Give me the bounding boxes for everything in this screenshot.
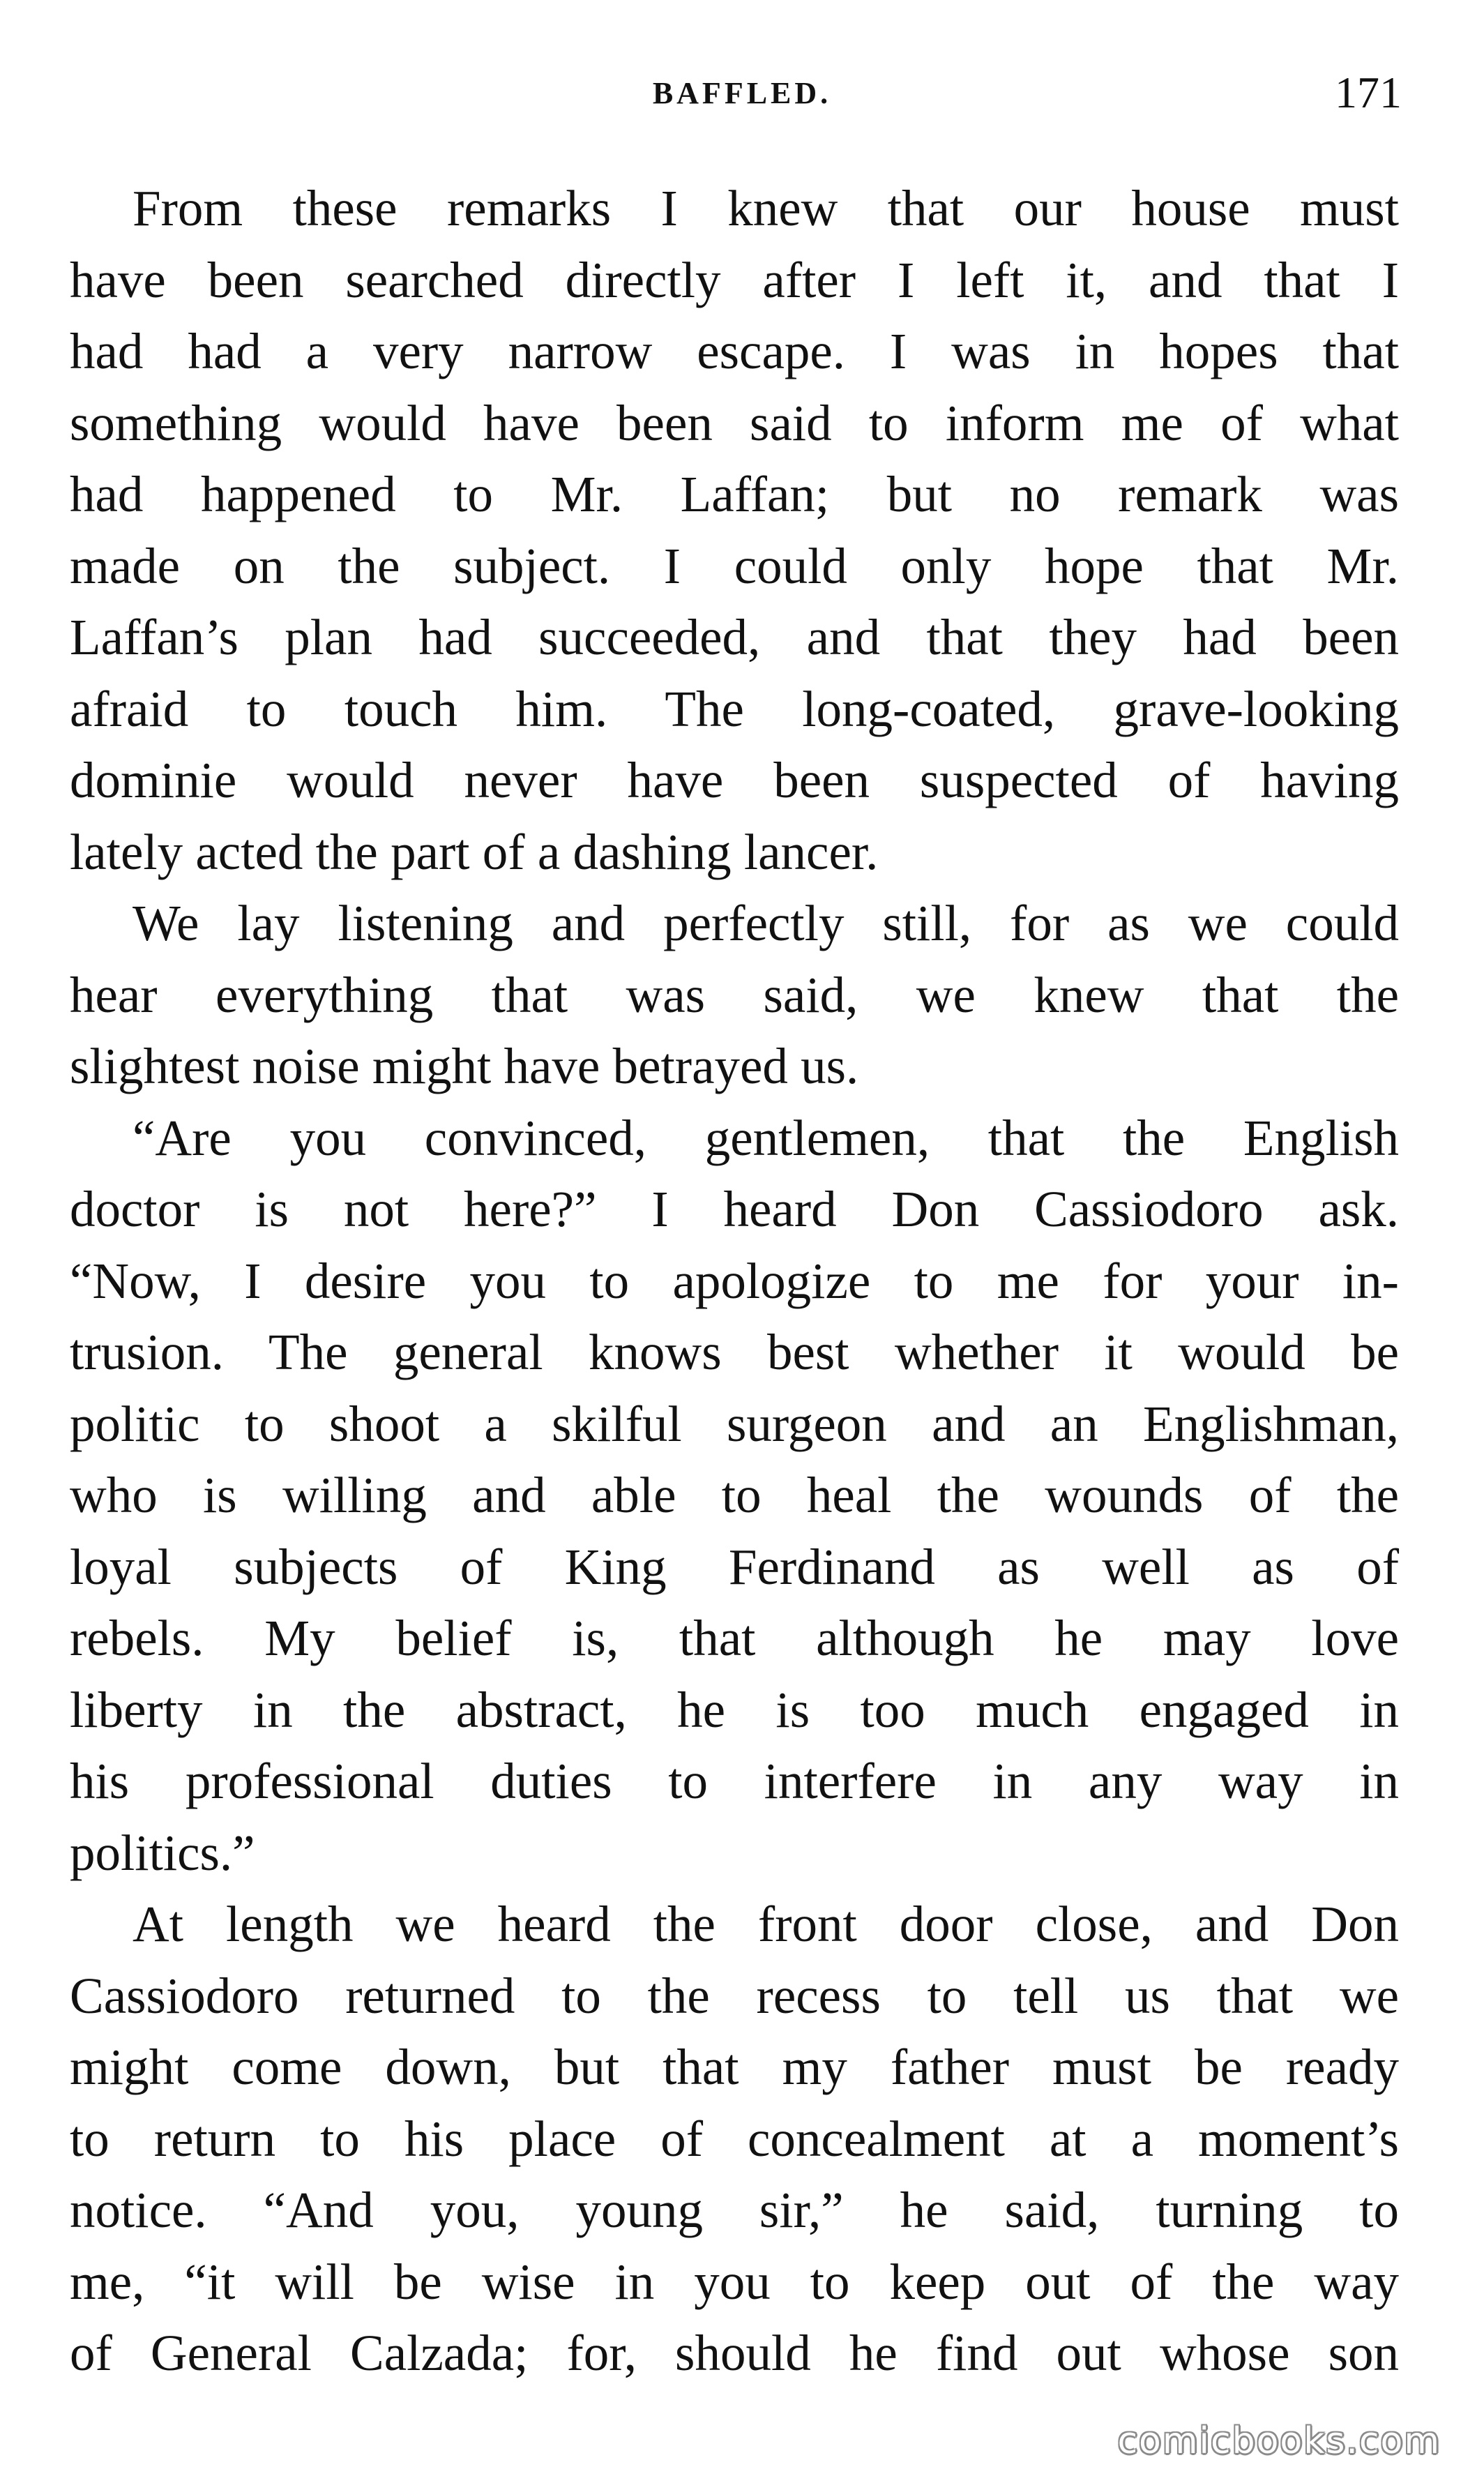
- text-line: to return to his place of concealment at a moment’s: [70, 2110, 1399, 2167]
- text-line: “Are you convinced, gentlemen, that the English: [132, 1109, 1399, 1166]
- paragraph-4: [70, 1889, 1399, 2390]
- paragraph-2: [70, 888, 1399, 1103]
- text-line: afraid to touch him. The long-coated, grave-looking: [70, 680, 1399, 737]
- text-line: trusion. The general knows best whether it would be: [70, 1324, 1399, 1380]
- paragraph-1: [70, 173, 1399, 888]
- text-line: From these remarks I knew that our house must: [132, 180, 1399, 236]
- text-line: At length we heard the front door close, and Don: [132, 1896, 1399, 1952]
- text-line: have been searched directly after I left it, and that I: [70, 251, 1399, 308]
- text-line: dominie would never have been suspected of having: [70, 752, 1399, 808]
- paragraph-3: [70, 1103, 1399, 1889]
- running-head: [0, 70, 1484, 126]
- text-line: of General Calzada; for, should he find out whose son: [70, 2325, 1399, 2381]
- text-line: Cassiodoro returned to the recess to tell us that we: [70, 1967, 1399, 2024]
- page-number: 171: [1335, 68, 1402, 117]
- text-line: might come down, but that my father must be ready: [70, 2039, 1399, 2095]
- text-line: me, “it will be wise in you to keep out of the way: [70, 2253, 1399, 2310]
- text-line: notice. “And you, young sir,” he said, turning to: [70, 2182, 1399, 2238]
- text-line: something would have been said to inform me of what: [70, 394, 1399, 451]
- text-line: had happened to Mr. Laffan; but no remark was: [70, 466, 1399, 522]
- text-line: loyal subjects of King Ferdinand as well as of: [70, 1538, 1399, 1595]
- text-line: hear everything that was said, we knew that the: [70, 966, 1399, 1023]
- text-line: We lay listening and perfectly still, for as we could: [132, 895, 1399, 951]
- text-line: lately acted the part of a dashing lancer.: [70, 823, 879, 880]
- running-title: BAFFLED.: [652, 76, 832, 110]
- text-line: had had a very narrow escape. I was in hopes that: [70, 323, 1399, 379]
- text-line: liberty in the abstract, he is too much engaged in: [70, 1681, 1399, 1738]
- text-line: his professional duties to interfere in any way in: [70, 1753, 1399, 1809]
- text-line: who is willing and able to heal the wounds of the: [70, 1467, 1399, 1523]
- text-line: politic to shoot a skilful surgeon and an Englishman,: [70, 1395, 1399, 1452]
- text-line: “Now, I desire you to apologize to me for your in-: [70, 1252, 1399, 1309]
- text-line: doctor is not here?” I heard Don Cassiodoro ask.: [70, 1181, 1399, 1237]
- text-line: politics.”: [70, 1824, 255, 1881]
- watermark: comicbooks.com: [1117, 2420, 1441, 2462]
- body-text: [70, 173, 1399, 2390]
- text-line: rebels. My belief is, that although he may love: [70, 1610, 1399, 1666]
- text-line: slightest noise might have betrayed us.: [70, 1038, 859, 1094]
- text-line: made on the subject. I could only hope that Mr.: [70, 537, 1399, 594]
- text-line: Laffan’s plan had succeeded, and that they had been: [70, 609, 1399, 665]
